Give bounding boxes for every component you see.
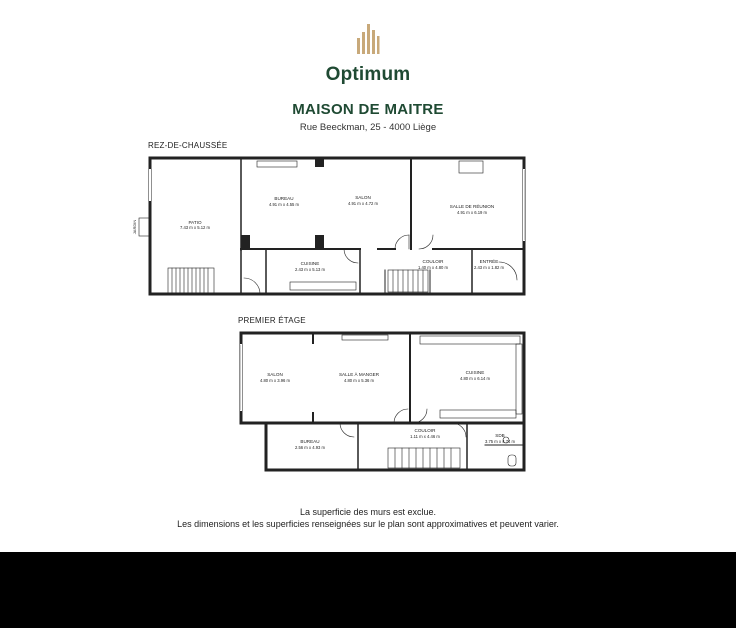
room-salle-a-manger-dim: 4.80 m x 5.36 m bbox=[343, 378, 375, 383]
room-first-cuisine-dim: 4.80 m x 6.14 m bbox=[459, 376, 491, 381]
room-sdb-dim: 3.75 m x 4.74 m bbox=[484, 439, 516, 444]
room-salon-name: SALON bbox=[355, 195, 371, 200]
room-couloir-dim: 1.40 m x 4.80 m bbox=[417, 265, 449, 270]
room-reunion-dim: 4.91 m x 6.19 m bbox=[456, 210, 488, 215]
room-first-bureau-dim: 2.56 m x 4.93 m bbox=[294, 445, 326, 450]
room-first-bureau-name: BUREAU bbox=[300, 439, 320, 444]
room-entree-name: ENTRÉE bbox=[479, 259, 499, 264]
first-floor-plan bbox=[240, 333, 524, 470]
property-address: Rue Beeckman, 25 - 4000 Liège bbox=[299, 122, 437, 133]
room-first-cuisine-name: CUISINE bbox=[465, 370, 485, 375]
bottom-black-band bbox=[0, 552, 736, 628]
note-walls-excluded: La superficie des murs est exclue. bbox=[299, 507, 437, 517]
room-cuisine-name: CUISINE bbox=[300, 261, 320, 266]
room-salle-a-manger-name: SALLE À MANGER bbox=[338, 372, 380, 377]
note-approximate: Les dimensions et les superficies renseignées sur le plan sont approximatives et peuvent varier. bbox=[177, 519, 559, 529]
room-reunion-name: SALLE DE RÉUNION bbox=[449, 204, 495, 209]
first-floor-label: PREMIER ÉTAGE bbox=[238, 316, 306, 325]
room-salon-dim: 4.91 m x 4.72 m bbox=[347, 201, 379, 206]
room-first-couloir-dim: 1.11 m x 4.46 m bbox=[410, 434, 440, 439]
property-title: MAISON DE MAITRE bbox=[292, 101, 444, 118]
room-couloir-name: COULOIR bbox=[422, 259, 444, 264]
room-bureau-name: BUREAU bbox=[274, 196, 294, 201]
room-patio-dim: 7.43 m x 5.12 m bbox=[179, 225, 211, 230]
room-cuisine-dim: 2.43 m x 5.13 m bbox=[294, 267, 326, 272]
room-bureau-dim: 4.91 m x 4.55 m bbox=[268, 202, 300, 207]
ground-floor-label: REZ-DE-CHAUSSÉE bbox=[148, 141, 228, 150]
room-entree-dim: 2.43 m x 1.82 m bbox=[473, 265, 505, 270]
room-first-couloir-name: COULOIR bbox=[414, 428, 436, 433]
room-first-salon-dim: 4.80 m x 3.96 m bbox=[259, 378, 291, 383]
brand-name: Optimum bbox=[325, 64, 411, 85]
room-sdb-name: SDB bbox=[495, 433, 505, 438]
room-first-salon-name: SALON bbox=[267, 372, 283, 377]
jardin-label: JARDIN bbox=[132, 219, 137, 235]
room-patio-name: PATIO bbox=[188, 220, 202, 225]
